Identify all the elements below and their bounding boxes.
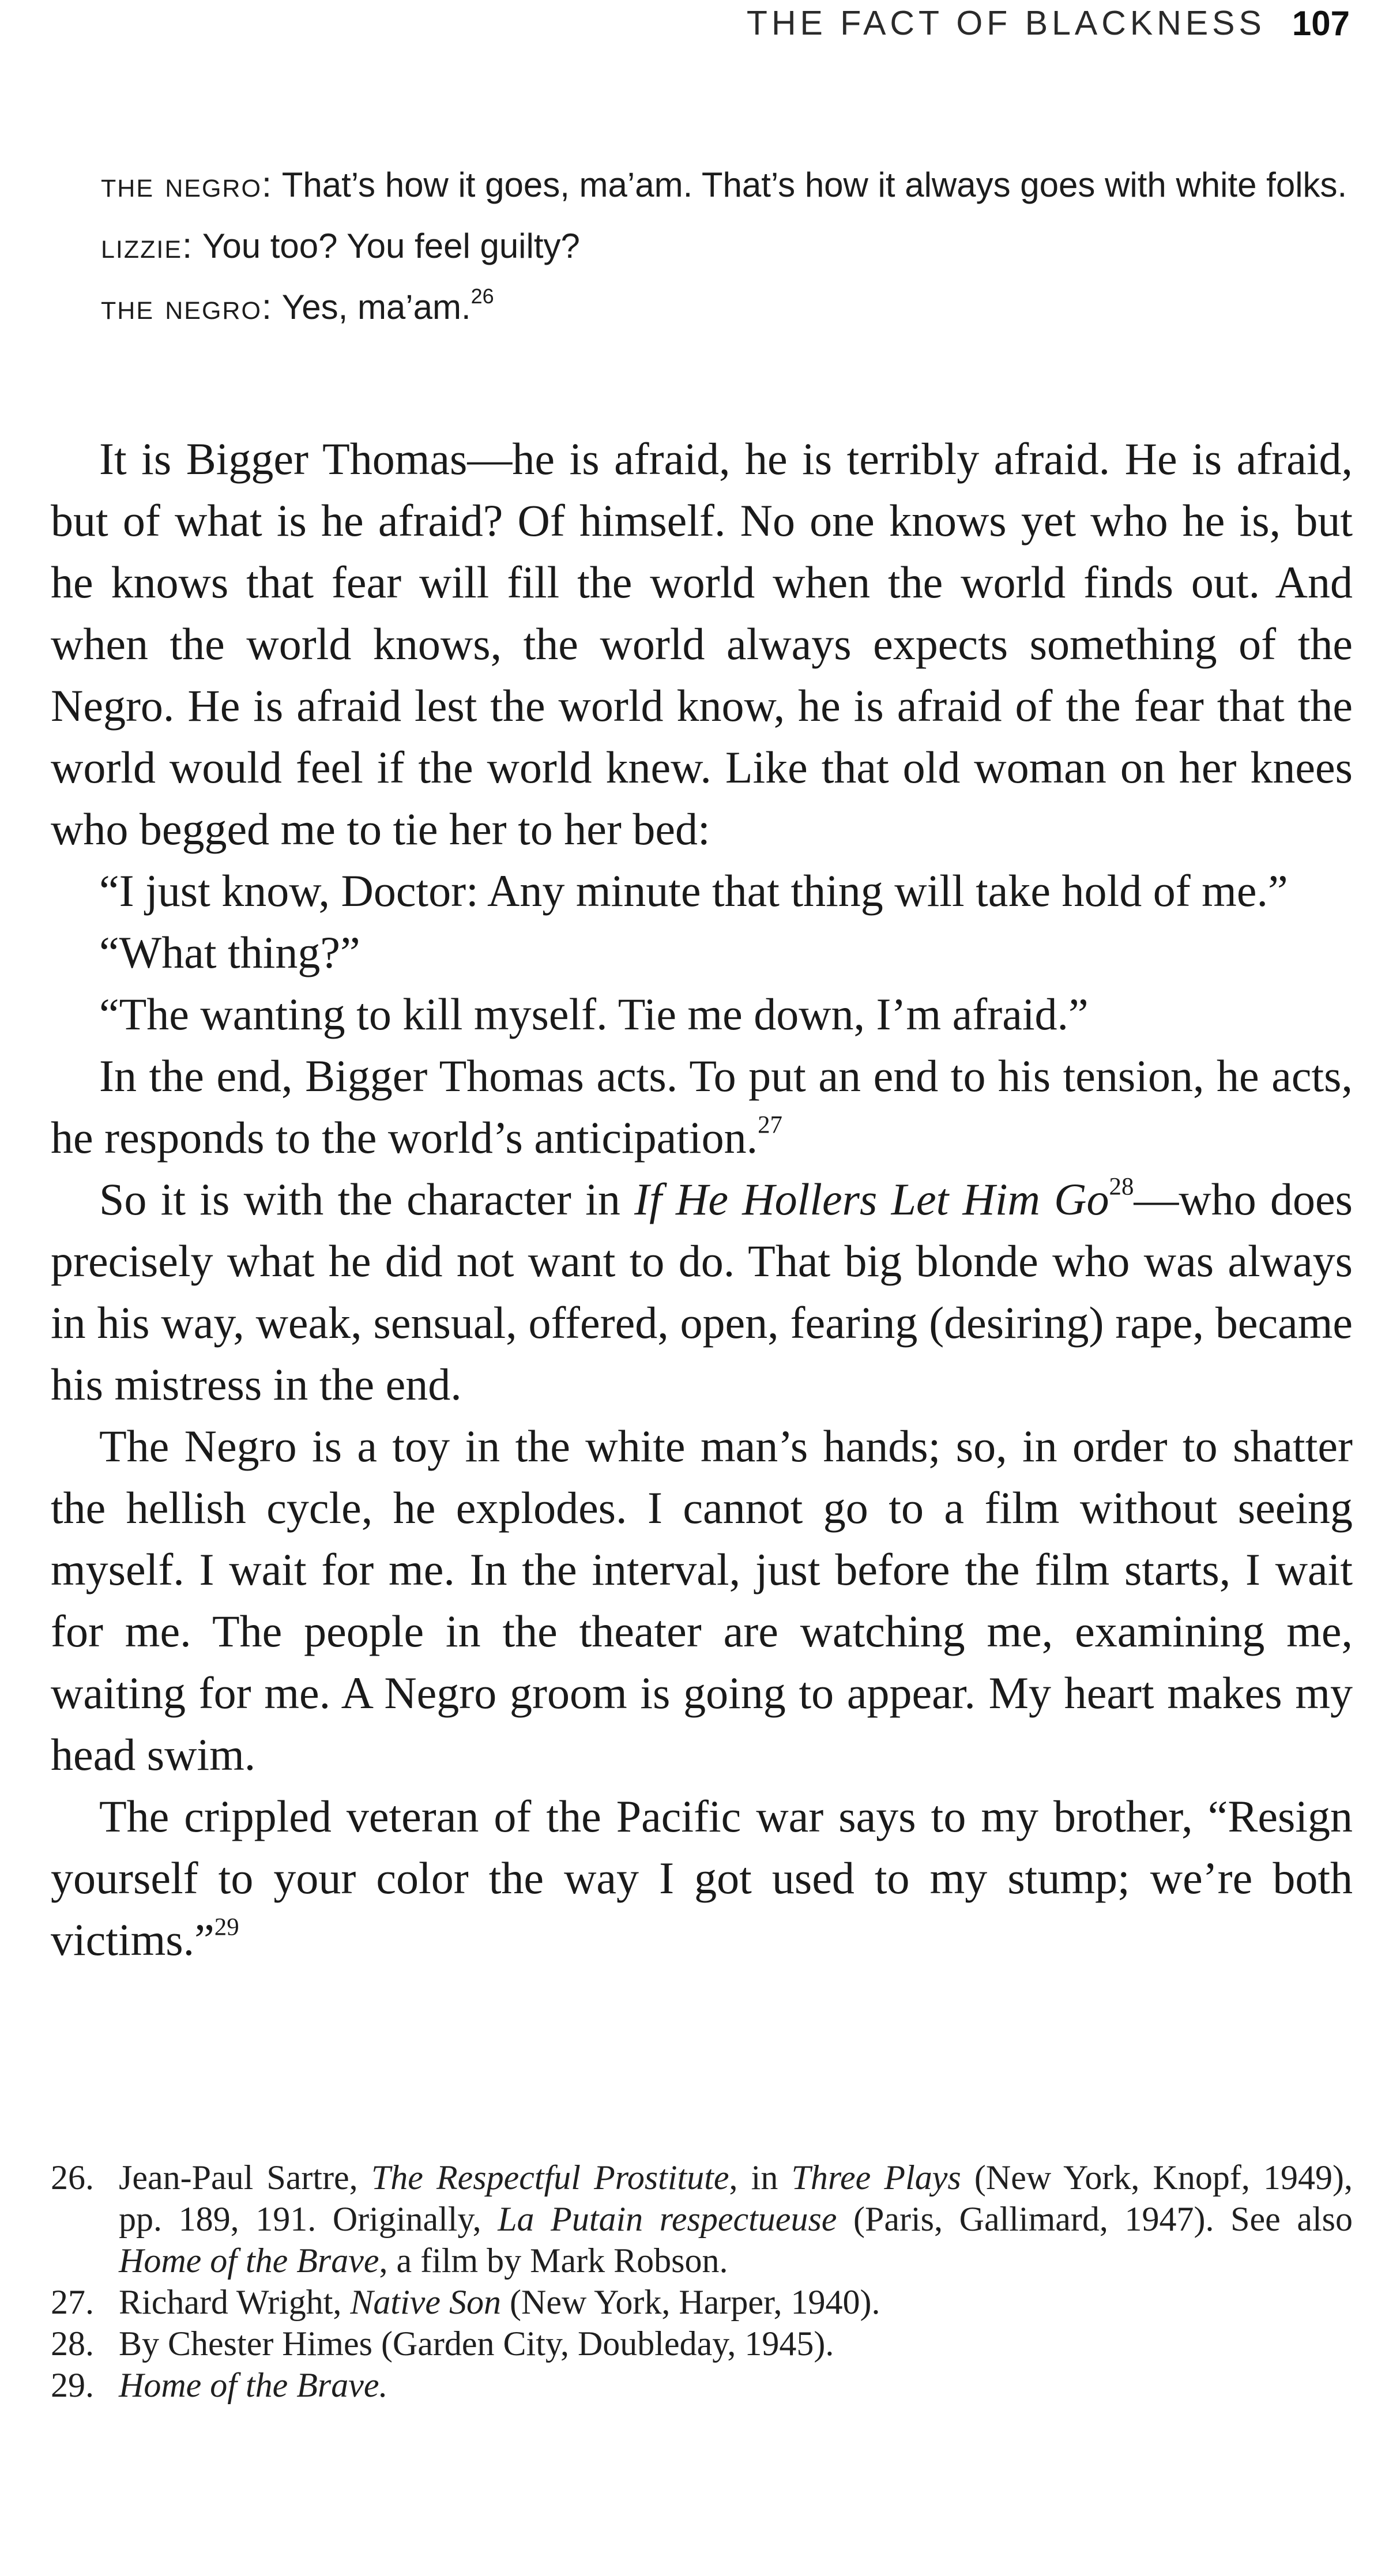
running-head [747, 0, 1350, 46]
footnote-ref[interactable]: 29 [214, 1913, 239, 1941]
speaker-label: lizzie: [101, 226, 194, 266]
paragraph [51, 1785, 1353, 1970]
paragraph [51, 1168, 1353, 1415]
footnote-number: 27. [51, 2283, 94, 2321]
paragraph: The Negro is a toy in the white man’s hands; so, in order to shatter the hellish cycle, he explodes. I cannot go to a film without seeing myself. I wait for me. In the interval, just before the film starts, I wait for me. The people in the theater are watching me, examining me, waiting for me. A Negro groom is going to appear. My heart makes my head swim. [51, 1421, 1353, 1780]
paragraph: It is Bigger Thomas—he is afraid, he is terribly afraid. He is afraid, but of what is he afraid? Of himself. No one knows yet who he is, but he knows that fear will fill the world when the world finds out. And when the world knows, the world always expects something of the Negro. He is afraid lest the world know, he is afraid of the fear that the world would feel if the world knew. Like that old woman on her knees who begged me to tie her to her bed: [51, 434, 1353, 854]
footnote-segment: (Paris, Gallimard, 1947). See also [837, 2200, 1353, 2238]
footnote-segment: Richard Wright, [119, 2283, 351, 2321]
footnote-text [119, 2281, 1353, 2323]
footnote-text: By Chester Himes (Garden City, Doubleday, 1945). [119, 2325, 834, 2363]
speaker-label: the negro: [101, 287, 273, 327]
paragraph [51, 1045, 1353, 1168]
footnote [51, 2281, 1353, 2323]
work-title: Home of the Brave. [119, 2366, 388, 2404]
footnote [51, 2323, 1353, 2364]
work-title: The Respectful Prostitute [371, 2158, 729, 2197]
paragraph: “I just know, Doctor: Any minute that thing will take hold of me.” [99, 866, 1288, 916]
paragraph-text: In the end, Bigger Thomas acts. To put an end to his tension, he acts, he responds to the world’s anticipation. [51, 1051, 1353, 1163]
paragraph: “The wanting to kill myself. Tie me down, I’m afraid.” [99, 989, 1089, 1039]
paragraph: “What thing?” [99, 927, 360, 977]
footnote-ref[interactable]: 27 [758, 1111, 782, 1139]
paragraph-text: —who does precisely what he did not want to do. That big blonde who was always in his way, weak, sensual, offered, open, fearing (desiring) rape, became his mistress in the end. [51, 1174, 1353, 1409]
paragraph-text: The crippled veteran of the Pacific war says to my brother, “Resign yourself to your color the way I got used to my stump; we’re both victims.” [51, 1791, 1353, 1965]
footnote-number: 28. [51, 2325, 94, 2363]
footnote-text [119, 2157, 1353, 2281]
work-title: Native Son [350, 2283, 502, 2321]
footnote-segment: (New York, Harper, 1940). [501, 2283, 880, 2321]
footnotes [51, 2157, 1353, 2406]
dialogue-text: You too? You feel guilty? [193, 227, 580, 265]
book-title: If He Hollers Let Him Go [634, 1174, 1109, 1224]
footnote-text [119, 2364, 1353, 2406]
speaker-label: the negro: [101, 165, 273, 205]
dialogue-line [101, 277, 1358, 338]
footnote-segment: Jean-Paul Sartre, [119, 2158, 371, 2197]
footnote-ref[interactable]: 28 [1109, 1173, 1134, 1201]
footnote-ref[interactable]: 26 [470, 284, 494, 308]
footnote-number: 29. [51, 2366, 94, 2404]
dialogue-text: That’s how it goes, ma’am. That’s how it always goes with white folks. [273, 166, 1347, 204]
footnote-segment: , in [729, 2158, 792, 2197]
dialogue-text: Yes, ma’am. [273, 288, 471, 326]
dialogue-line [101, 155, 1358, 216]
work-title: La Putain respectueuse [498, 2200, 837, 2238]
footnote [51, 2157, 1353, 2281]
running-head-title: THE FACT OF BLACKNESS [746, 4, 1266, 42]
work-title: Home of the Brave [119, 2242, 379, 2280]
body-text [51, 428, 1353, 1970]
page-number: 107 [1292, 3, 1350, 43]
footnote-segment: , a film by Mark Robson. [379, 2242, 728, 2280]
dialogue-line [101, 216, 1358, 277]
paragraph-text: So it is with the character in [99, 1174, 635, 1224]
footnote-segment: (New York, Knopf, 1949), pp. 189, 191. Originally, [119, 2158, 1353, 2238]
footnote [51, 2364, 1353, 2406]
footnote-number: 26. [51, 2158, 94, 2197]
dialogue-block [101, 155, 1358, 338]
work-title: Three Plays [791, 2158, 961, 2197]
